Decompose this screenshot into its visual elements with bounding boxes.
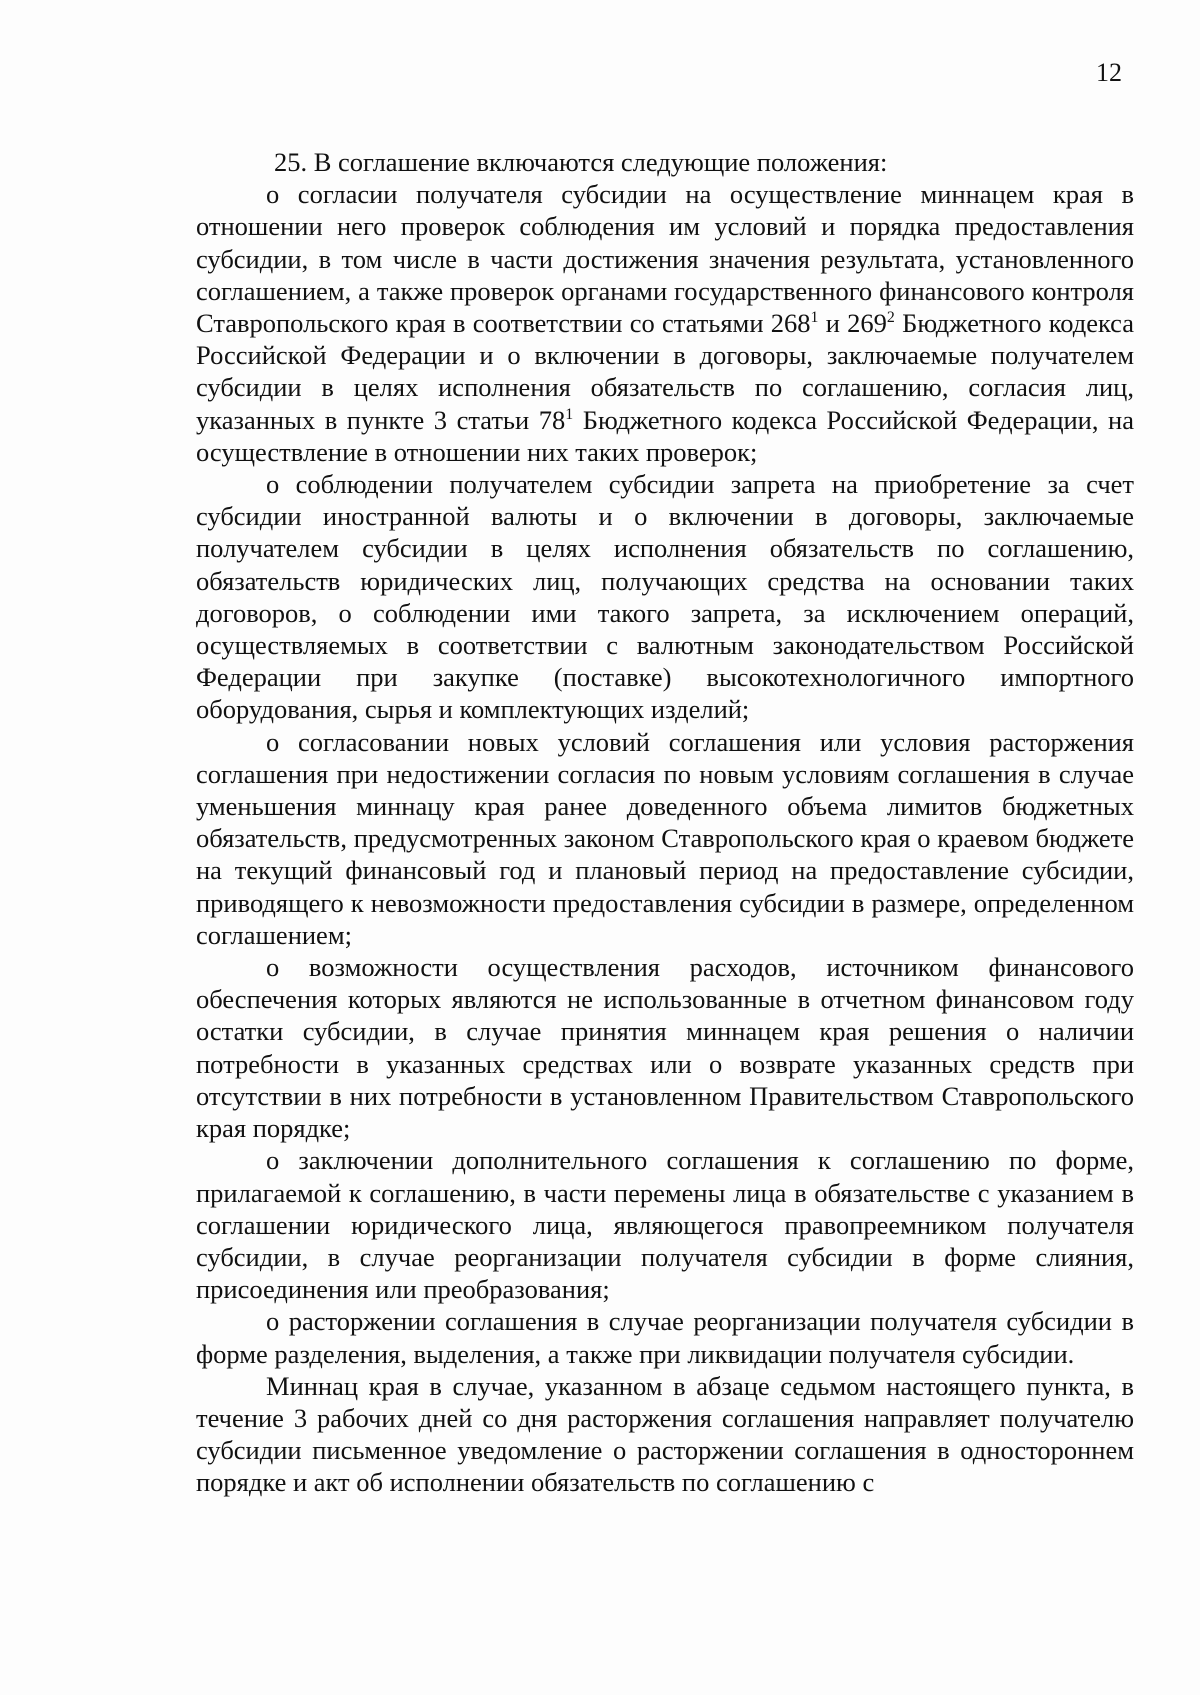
paragraph-text: о согласии получателя субсидии на осуществление миннацем края в отношении него проверок соблюдения им условий и порядка предоставления субсидии, в том числе в части достижения значения результата, установленного соглашением, а также проверок органами государственного финансового контроля Ставропольского края в соответствии со статьями 268: [196, 179, 1134, 339]
document-body: [196, 146, 1134, 1499]
paragraph-inspection-consent: [196, 178, 1134, 468]
superscript: 1: [810, 309, 819, 327]
superscript: 1: [565, 406, 574, 424]
paragraph-new-conditions: о согласовании новых условий соглашения или условия расторжения соглашения при недостижении согласия по новым условиям соглашения в случае уменьшения миннацу края ранее доведенного объема лимитов бюджетных обязательств, предусмотренных законом Ставропольского края о краевом бюджете на текущий финансовый год и плановый период на предоставление субсидии, приводящего к невозможности предоставления субсидии в размере, определенном соглашением;: [196, 726, 1134, 950]
paragraph-additional-agreement: о заключении дополнительного соглашения к соглашению по форме, прилагаемой к соглашению, в части перемены лица в обязательстве с указанием в соглашении юридического лица, являющегося правопреемником получателя субсидии, в случае реорганизации получателя субсидии в форме слияния, присоединения или преобразования;: [196, 1145, 1134, 1305]
paragraph-text: Бюджетного кодекса Российской Федерации, на осуществление в отношении них таких проверок;: [196, 404, 1134, 467]
paragraph-text: Бюджетного кодекса Российской Федерации и о включении в договоры, заключаемые получателем субсидии в целях исполнения обязательств по соглашению, согласия лиц, указанных в пункте 3 статьи 78: [196, 308, 1135, 435]
paragraph-unused-balances: о возможности осуществления расходов, источником финансового обеспечения которых являются не использованные в отчетном финансовом году остатки субсидии, в случае принятия миннацем края решения о наличии потребности в указанных средствах или о возврате указанных средств при отсутствии в них потребности в установленном Правительством Ставропольского края порядке;: [196, 952, 1134, 1144]
paragraph-currency-ban: о соблюдении получателем субсидии запрета на приобретение за счет субсидии иностранной валюты и о включении в договоры, заключаемые получателем субсидии в целях исполнения обязательств по соглашению, обязательств юридических лиц, получающих средства на основании таких договоров, о соблюдении ими такого запрета, за исключением операций, осуществляемых в соответствии с валютным законодательством Российской Федерации при закупке (поставке) высокотехнологичного импортного оборудования, сырья и комплектующих изделий;: [196, 469, 1134, 725]
clause-heading: 25. В соглашение включаются следующие положения:: [274, 147, 888, 177]
paragraph-termination: о расторжении соглашения в случае реорганизации получателя субсидии в форме разделения, выделения, а также при ликвидации получателя субсидии.: [196, 1306, 1134, 1369]
paragraph-text: и 269: [818, 308, 887, 339]
superscript: 2: [886, 309, 895, 327]
page-number: 12: [1096, 58, 1122, 87]
paragraph-notification: Миннац края в случае, указанном в абзаце седьмом настоящего пункта, в течение 3 рабочих дней со дня расторжения соглашения направляет получателю субсидии письменное уведомление о расторжении соглашения в одностороннем порядке и акт об исполнении обязательств по соглашению с: [196, 1370, 1134, 1498]
